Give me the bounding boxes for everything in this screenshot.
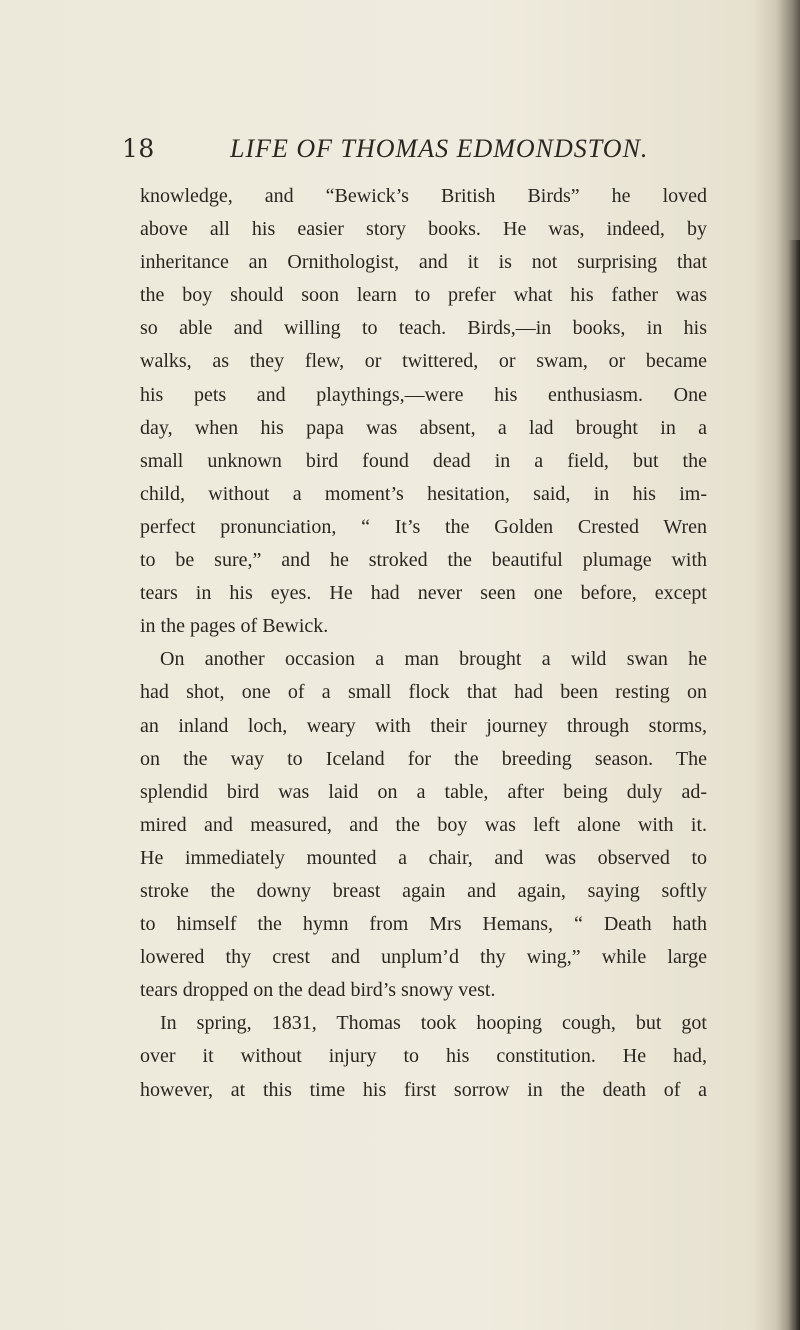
- text-line: an inland loch, weary with their journey through storms,: [140, 714, 707, 737]
- text-line: so able and willing to teach. Birds,—in books, in his: [140, 317, 707, 340]
- body-text: [140, 180, 707, 1107]
- running-header: [122, 132, 742, 168]
- text-line: child, without a moment’s hesitation, said, in his im-: [140, 482, 707, 505]
- running-title: LIFE OF THOMAS EDMONDSTON.: [230, 134, 649, 163]
- page-number: 18: [122, 134, 155, 163]
- text-line: He immediately mounted a chair, and was observed to: [140, 846, 707, 869]
- text-line: however, at this time his first sorrow in the death of a: [140, 1078, 707, 1101]
- text-line: to be sure,” and he stroked the beautiful plumage with: [140, 549, 707, 572]
- text-line: had shot, one of a small flock that had been resting on: [140, 681, 707, 704]
- text-line: walks, as they flew, or twittered, or swam, or became: [140, 350, 707, 373]
- text-line: inheritance an Ornithologist, and it is not surprising that: [140, 251, 707, 274]
- text-line: tears in his eyes. He had never seen one before, except: [140, 582, 707, 605]
- text-line: knowledge, and “Bewick’s British Birds” he loved: [140, 185, 707, 207]
- text-line: in the pages of Bewick.: [140, 615, 329, 638]
- text-line: over it without injury to his constitution. He had,: [140, 1045, 707, 1068]
- text-line: splendid bird was laid on a table, after being duly ad-: [140, 780, 707, 803]
- text-line: on the way to Iceland for the breeding season. The: [140, 747, 707, 770]
- text-line: tears dropped on the dead bird’s snowy vest.: [140, 979, 496, 1002]
- text-line: day, when his papa was absent, a lad brought in a: [140, 416, 707, 439]
- text-line: small unknown bird found dead in a field, but the: [140, 449, 707, 472]
- text-line: the boy should soon learn to prefer what his father was: [140, 284, 707, 307]
- text-line: lowered thy crest and unplum’d thy wing,” while large: [140, 946, 707, 969]
- text-line: In spring, 1831, Thomas took hooping cough, but got: [160, 1012, 707, 1035]
- text-line: stroke the downy breast again and again, saying softly: [140, 879, 707, 902]
- text-line: On another occasion a man brought a wild swan he: [160, 648, 707, 671]
- text-line: to himself the hymn from Mrs Hemans, “ Death hath: [140, 913, 707, 936]
- page-edge-shadow: [788, 240, 800, 1330]
- text-line: above all his easier story books. He was, indeed, by: [140, 218, 707, 241]
- text-line: perfect pronunciation, “ It’s the Golden Crested Wren: [140, 515, 707, 538]
- text-line: his pets and playthings,—were his enthusiasm. One: [140, 383, 707, 406]
- text-line: mired and measured, and the boy was left alone with it.: [140, 813, 707, 836]
